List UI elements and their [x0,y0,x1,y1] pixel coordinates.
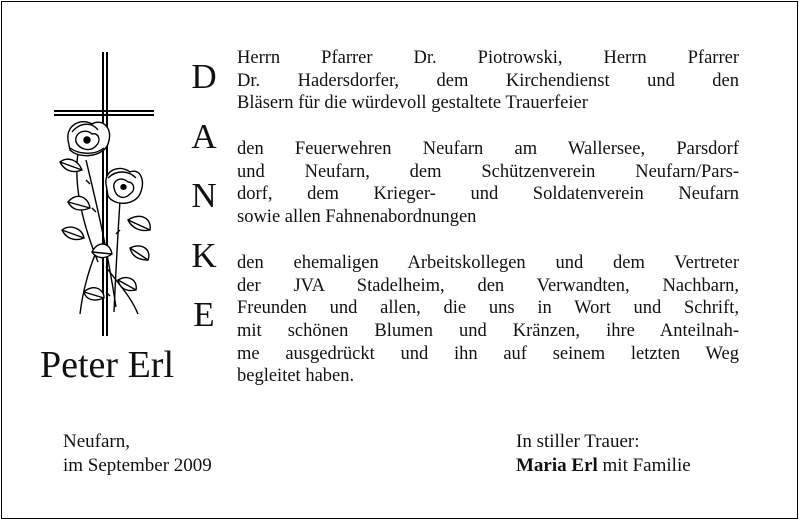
danke-letter: A [191,116,217,156]
thanks-paragraph [237,47,739,115]
text-line: begleitet haben. [237,366,355,387]
signer-name: Maria Erl [516,455,598,476]
place-date [63,430,212,478]
text-line: mit schönen Blumen und Kränzen, ihre Anteilnah- [237,320,739,341]
signer-line [516,454,691,478]
date: im September 2009 [63,455,212,476]
danke-letter: N [191,176,217,215]
text-line: und Neufarn, dem Schützenverein Neufarn/Pars- [237,161,739,182]
thanks-paragraph [237,138,739,229]
text-line: me ausgedrückt und ihn auf seinem letzten Weg [237,343,739,364]
cross-with-roses-icon [46,52,166,342]
danke-letter: K [191,235,217,275]
text-line: Freunden und allen, die uns in Wort und Schrift, [237,298,739,319]
signature-block [516,430,691,478]
text-line: den Feuerwehren Neufarn am Wallersee, Parsdorf [237,139,739,160]
danke-column [190,47,218,345]
thanks-paragraph [237,252,739,388]
danke-letter: E [193,295,215,334]
deceased-name: Peter Erl [40,344,175,386]
roses-icon [60,122,150,314]
text-line: Dr. Hadersdorfer, dem Kirchendienst und den [237,70,739,91]
text-line: Bläsern für die würdevoll gestaltete Trauerfeier [237,93,588,114]
text-line: dorf, dem Krieger- und Soldatenverein Neufarn [237,184,739,205]
text-line: Herrn Pfarrer Dr. Piotrowski, Herrn Pfarrer [237,48,739,68]
thanks-text [237,47,739,388]
mourning-line: In stiller Trauer: [516,431,640,452]
text-line: den ehemaligen Arbeitskollegen und dem Vertreter [237,252,739,273]
text-line: sowie allen Fahnenabordnungen [237,207,477,228]
danke-letter: D [191,57,217,96]
text-line: der JVA Stadelheim, den Verwandten, Nachbarn, [237,275,739,296]
signer-family: mit Familie [597,455,691,476]
place: Neufarn, [63,431,130,452]
